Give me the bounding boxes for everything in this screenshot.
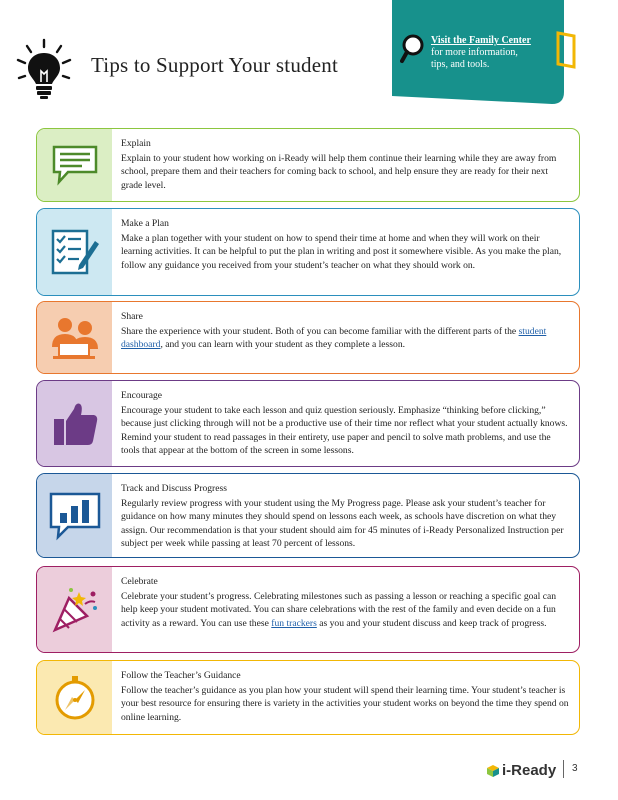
magnifier-icon — [400, 34, 428, 64]
tip-card-share — [36, 301, 580, 374]
card-heading: Track and Discuss Progress — [121, 483, 227, 494]
i-ready-cube-icon — [486, 764, 500, 778]
card-text: Regularly review progress with your student using the My Progress page. Please ask your student’s teacher for guidance on how many minutes they should spend on lessons each week, as schools have discretion on what they assign. Our recommendation is that your student should aim for 45 minutes of i-Ready Personalized Instruction per subject per week while passing at least 70 percent of lessons. — [121, 497, 564, 550]
student-dashboard-link[interactable]: student dashboard — [121, 325, 547, 351]
card-text: Follow the teacher’s guidance as you plan how your student will spend their learning time. Your student’s teacher is your best resource for ensuring there is variety in the activities your student works on beyond the time they spend on online learning. — [121, 684, 569, 723]
page-number: 3 — [572, 763, 578, 774]
card-text: Make a plan together with your student on how to spend their time at home and when they will work on their learning activities. It can be helpful to put the plan in writing and post it somewhere visible. As you make the plan, follow any guidance you received from your student’s teacher on what they should work on. — [121, 232, 562, 271]
page-title: Tips to Support Your student — [91, 53, 338, 77]
compass-icon — [51, 674, 99, 722]
fun-trackers-link[interactable]: fun trackers — [271, 617, 317, 629]
tip-card-track-progress — [36, 473, 580, 558]
lightbulb-icon — [14, 38, 74, 100]
card-text: Explain to your student how working on i-Ready will help them continue their learning while they are away from school, prepare them and their teachers for coming back to school, and help ensure they are ready for their next grade level. — [121, 152, 557, 191]
card-heading: Share — [121, 311, 143, 322]
card-heading: Explain — [121, 138, 151, 149]
card-heading: Encourage — [121, 390, 163, 401]
i-ready-logo — [486, 762, 556, 779]
party-popper-icon — [49, 584, 101, 636]
card-text: Share the experience with your student. Both of you can become familiar with the different parts of the student dashboard, and you can learn with your student as they complete a lesson. — [121, 325, 547, 351]
card-heading: Celebrate — [121, 576, 158, 587]
card-heading: Follow the Teacher’s Guidance — [121, 670, 241, 681]
card-heading: Make a Plan — [121, 218, 169, 229]
speech-bubble-icon — [50, 144, 100, 186]
tip-card-celebrate — [36, 566, 580, 653]
card-text: Celebrate your student’s progress. Celebrating milestones such as passing a lesson or reaching a specific goal can help keep your student motivated. You can share celebrations with the rest of the family and even decide on a fun activity as a reward. You can use these fun trackers as you and your student discuss and keep track of progress. — [121, 590, 557, 629]
tip-card-make-a-plan — [36, 208, 580, 296]
bar-chart-icon — [48, 491, 102, 541]
brand-name: i-Ready — [502, 762, 557, 779]
tip-card-explain — [36, 128, 580, 202]
card-text: Encourage your student to take each lesson and quiz question seriously. Emphasize “thinking before clicking,” because just clicking through will not be a productive use of their time nor reflect what your student actually knows. Remind your student to read passages in their entirety, use paper and pencil to solve math problems, and use the tools that appear at the bottom of the screen in some lessons. — [121, 404, 568, 457]
family-center-text: Visit the Family Center for more information, tips, and tools. — [431, 35, 566, 71]
thumbs-up-icon — [50, 399, 100, 449]
people-laptop-icon — [47, 315, 103, 361]
family-center-link[interactable]: Visit the Family Center — [431, 35, 531, 46]
footer-divider — [563, 760, 564, 778]
tip-card-teacher-guidance — [36, 660, 580, 735]
checklist-icon — [49, 227, 101, 277]
tip-card-encourage — [36, 380, 580, 467]
